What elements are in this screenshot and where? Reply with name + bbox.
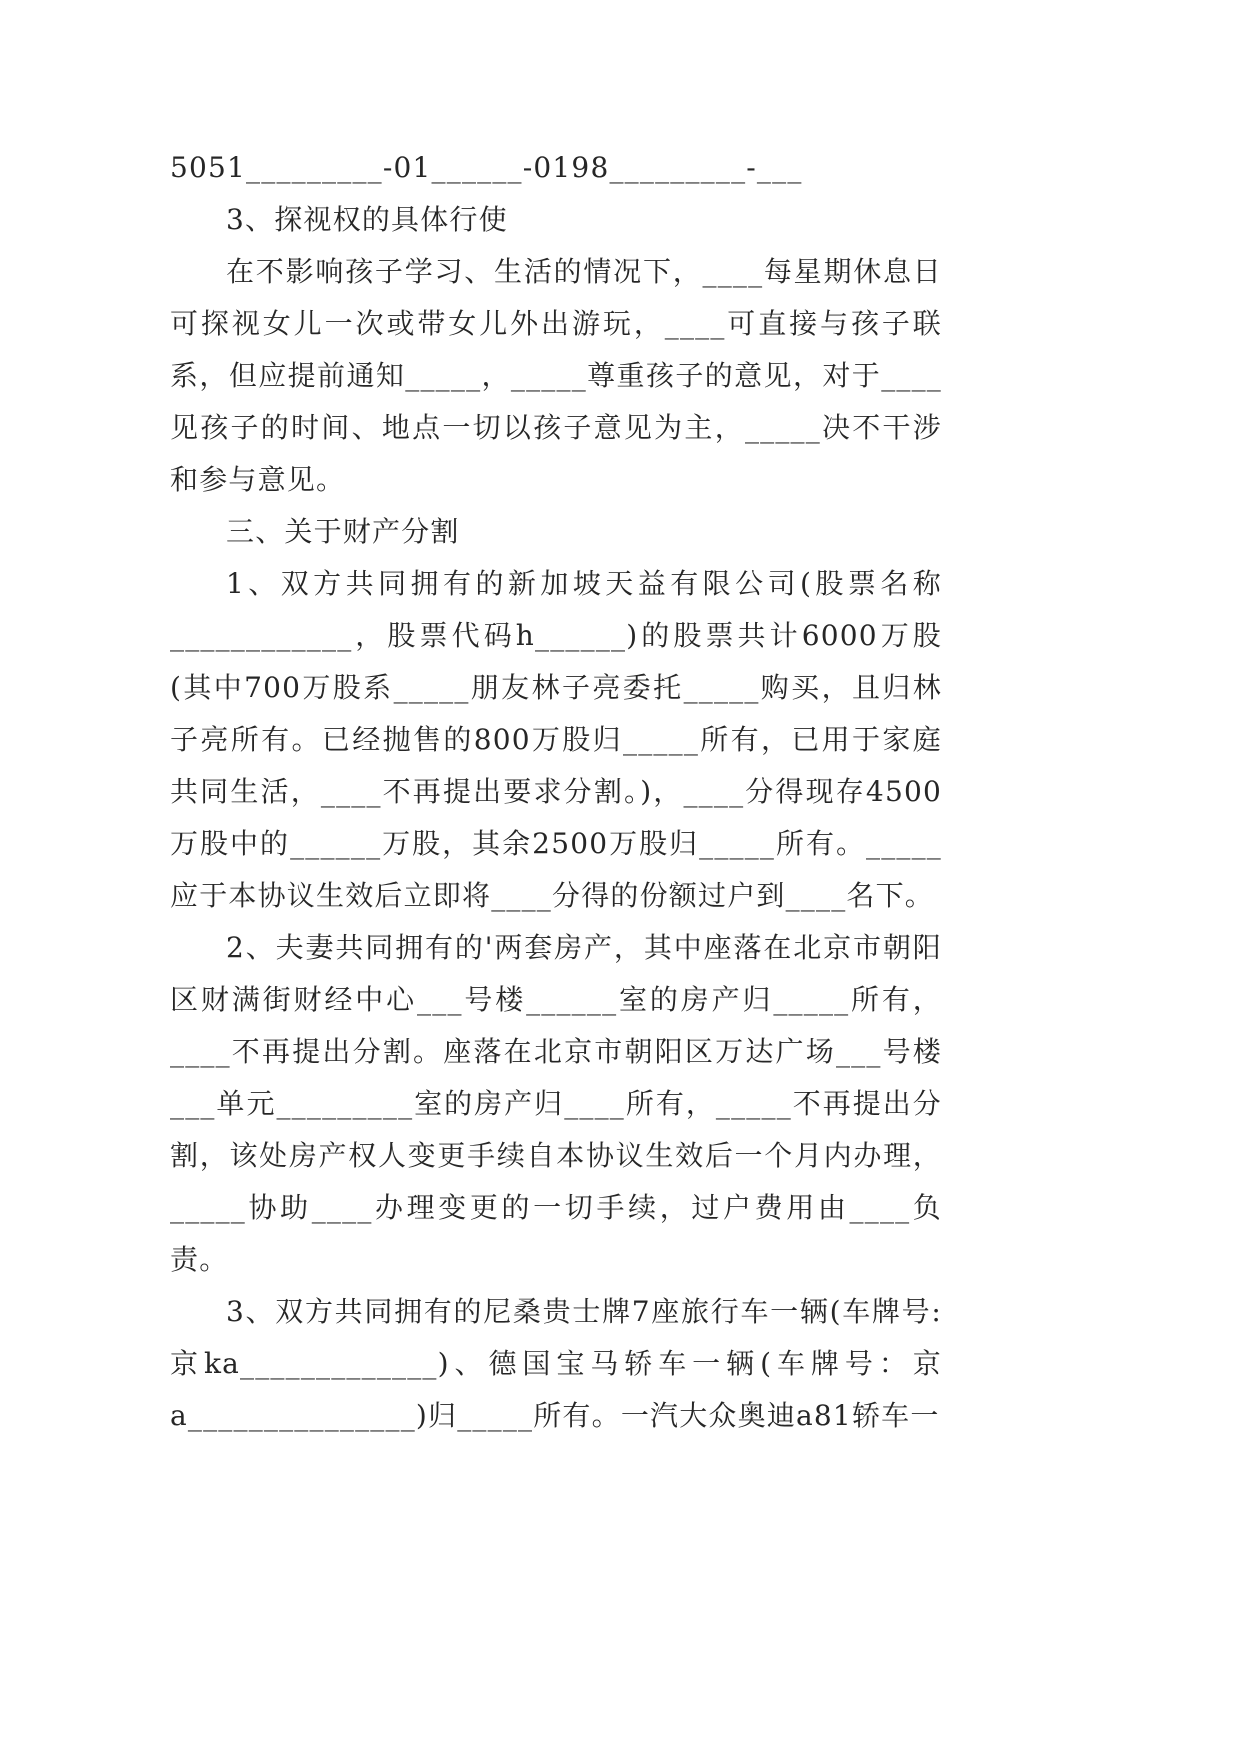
property-item-1: 1、双方共同拥有的新加坡天益有限公司(股票名称____________，股票代码h______)的股票共计6000万股(其中700万股系_____朋友林子亮委托_____购买，且归林子亮所有。已经抛售的800万股归_____所有，已用于家庭共同生活，____不再提出要求分割。)，____分得现存4500万股中的______万股，其余2500万股归_____所有。_____应于本协议生效后立即将____分得的份额过户到____名下。: [170, 567, 942, 912]
id-number-line: 5051_________-01______-0198_________-___: [170, 151, 803, 184]
document-body: [170, 142, 942, 1442]
property-section-heading: 三、关于财产分割: [226, 515, 460, 548]
visitation-heading: 3、探视权的具体行使: [226, 203, 508, 236]
property-item-2: 2、夫妻共同拥有的'两套房产，其中座落在北京市朝阳区财满街财经中心___号楼______室的房产归_____所有，____不再提出分割。座落在北京市朝阳区万达广场___号楼___单元_________室的房产归____所有，_____不再提出分割，该处房产权人变更手续自本协议生效后一个月内办理，_____协助____办理变更的一切手续，过户费用由____负责。: [170, 931, 942, 1276]
property-item-3: 3、双方共同拥有的尼桑贵士牌7座旅行车一辆(车牌号:京ka_____________)、德国宝马轿车一辆(车牌号：京a_______________)归_____所有。一汽大众奥迪a81轿车一: [170, 1295, 942, 1432]
visitation-paragraph: 在不影响孩子学习、生活的情况下，____每星期休息日可探视女儿一次或带女儿外出游玩，____可直接与孩子联系，但应提前通知_____，_____尊重孩子的意见，对于____见孩子的时间、地点一切以孩子意见为主，_____决不干涉和参与意见。: [170, 255, 942, 496]
